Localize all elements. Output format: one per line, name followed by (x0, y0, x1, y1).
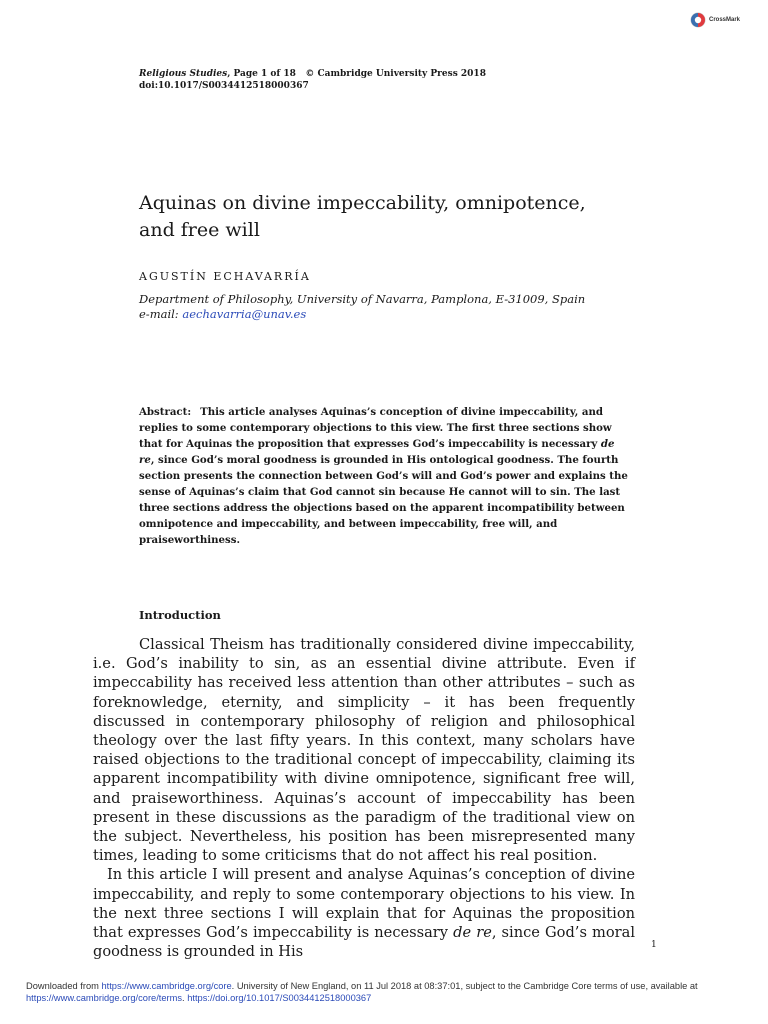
abstract-text-2: , since God’s moral goodness is grounded in His ontological goodness. The fourth section presents the connection between God’s will and God’s power and explains the sense of Aquinas’s claim that God cannot sin because He cannot will to sin. The last three sections address the objections based on the apparent incompatibility between omnipotence and impeccability, and between impeccability, free will, and praiseworthiness. (139, 454, 628, 546)
page-number: 1 (651, 940, 657, 950)
article-title (139, 190, 639, 244)
footer-middle: . University of New England, on 11 Jul 2018 at 08:37:01, subject to the Cambridge Core terms of use, available at (231, 981, 698, 991)
journal-info (139, 68, 486, 92)
title-line-1: Aquinas on divine impeccability, omnipotence, (139, 192, 586, 214)
crossmark-label: CrossMark (709, 17, 741, 23)
author-name: AGUSTÍN ECHAVARRÍA (139, 270, 311, 283)
abstract-label: Abstract: (139, 406, 192, 418)
email-link[interactable]: aechavarria@unav.es (182, 307, 307, 321)
body-text (93, 635, 635, 961)
email-line (139, 307, 585, 322)
doi: doi:10.1017/S0034412518000367 (139, 81, 309, 91)
author-affiliation (139, 292, 585, 322)
journal-name: Religious Studies (139, 69, 228, 79)
paragraph-2 (93, 865, 635, 961)
copyright: © Cambridge University Press 2018 (305, 69, 486, 79)
title-line-2: and free will (139, 219, 260, 241)
footer-link-terms[interactable]: https://www.cambridge.org/core/terms (26, 993, 183, 1003)
paragraph-2-italic: de re (453, 924, 492, 942)
footer-link-core[interactable]: https://www.cambridge.org/core (101, 981, 232, 991)
section-heading-introduction: Introduction (139, 608, 221, 622)
affiliation-text: Department of Philosophy, University of Navarra, Pamplona, E-31009, Spain (139, 292, 586, 306)
footer-separator: . (182, 993, 188, 1003)
paragraph-2-text-2: , since God’s moral goodness is grounded in His (93, 924, 636, 961)
crossmark-icon (690, 12, 706, 28)
abstract-italic: de re (139, 438, 615, 466)
footer-prefix: Downloaded from (26, 981, 102, 991)
email-label: e-mail: (139, 307, 183, 321)
download-footer (26, 980, 746, 1004)
paragraph-1: Classical Theism has traditionally considered divine impeccability, i.e. God’s inability to sin, as an essential divine attribute. Even if impeccability has received less attention than other attributes – such as foreknowledge, eternity, and simplicity – it has been frequently discussed in contemporary philosophy of religion and philosophical theology over the last fifty years. In this context, many scholars have raised objections to the traditional concept of impeccability, claiming its apparent incompatibility with divine omnipotence, significant free will, and praiseworthiness. Aquinas’s account of impeccability has been present in these discussions as the paradigm of the traditional view on the subject. Nevertheless, his position has been misrepresented many times, leading to some criticisms that do not affect his real position. (93, 636, 635, 865)
abstract (139, 404, 631, 548)
abstract-text-1: This article analyses Aquinas’s conception of divine impeccability, and replies to some contemporary objections to this view. The first three sections show that for Aquinas the proposition that expresses God’s impeccability is necessary (139, 406, 612, 450)
paragraph-2-text-1: In this article I will present and analyse Aquinas’s conception of divine impeccability, and reply to some contemporary objections to his view. In the next three sections I will explain that for Aquinas the proposition that expresses God’s impeccability is necessary (93, 866, 635, 942)
crossmark-badge[interactable] (690, 12, 740, 28)
footer-link-doi[interactable]: https://doi.org/10.1017/S0034412518000367 (187, 993, 372, 1003)
page-info: , Page 1 of 18 (227, 69, 296, 79)
journal-line (139, 68, 486, 80)
